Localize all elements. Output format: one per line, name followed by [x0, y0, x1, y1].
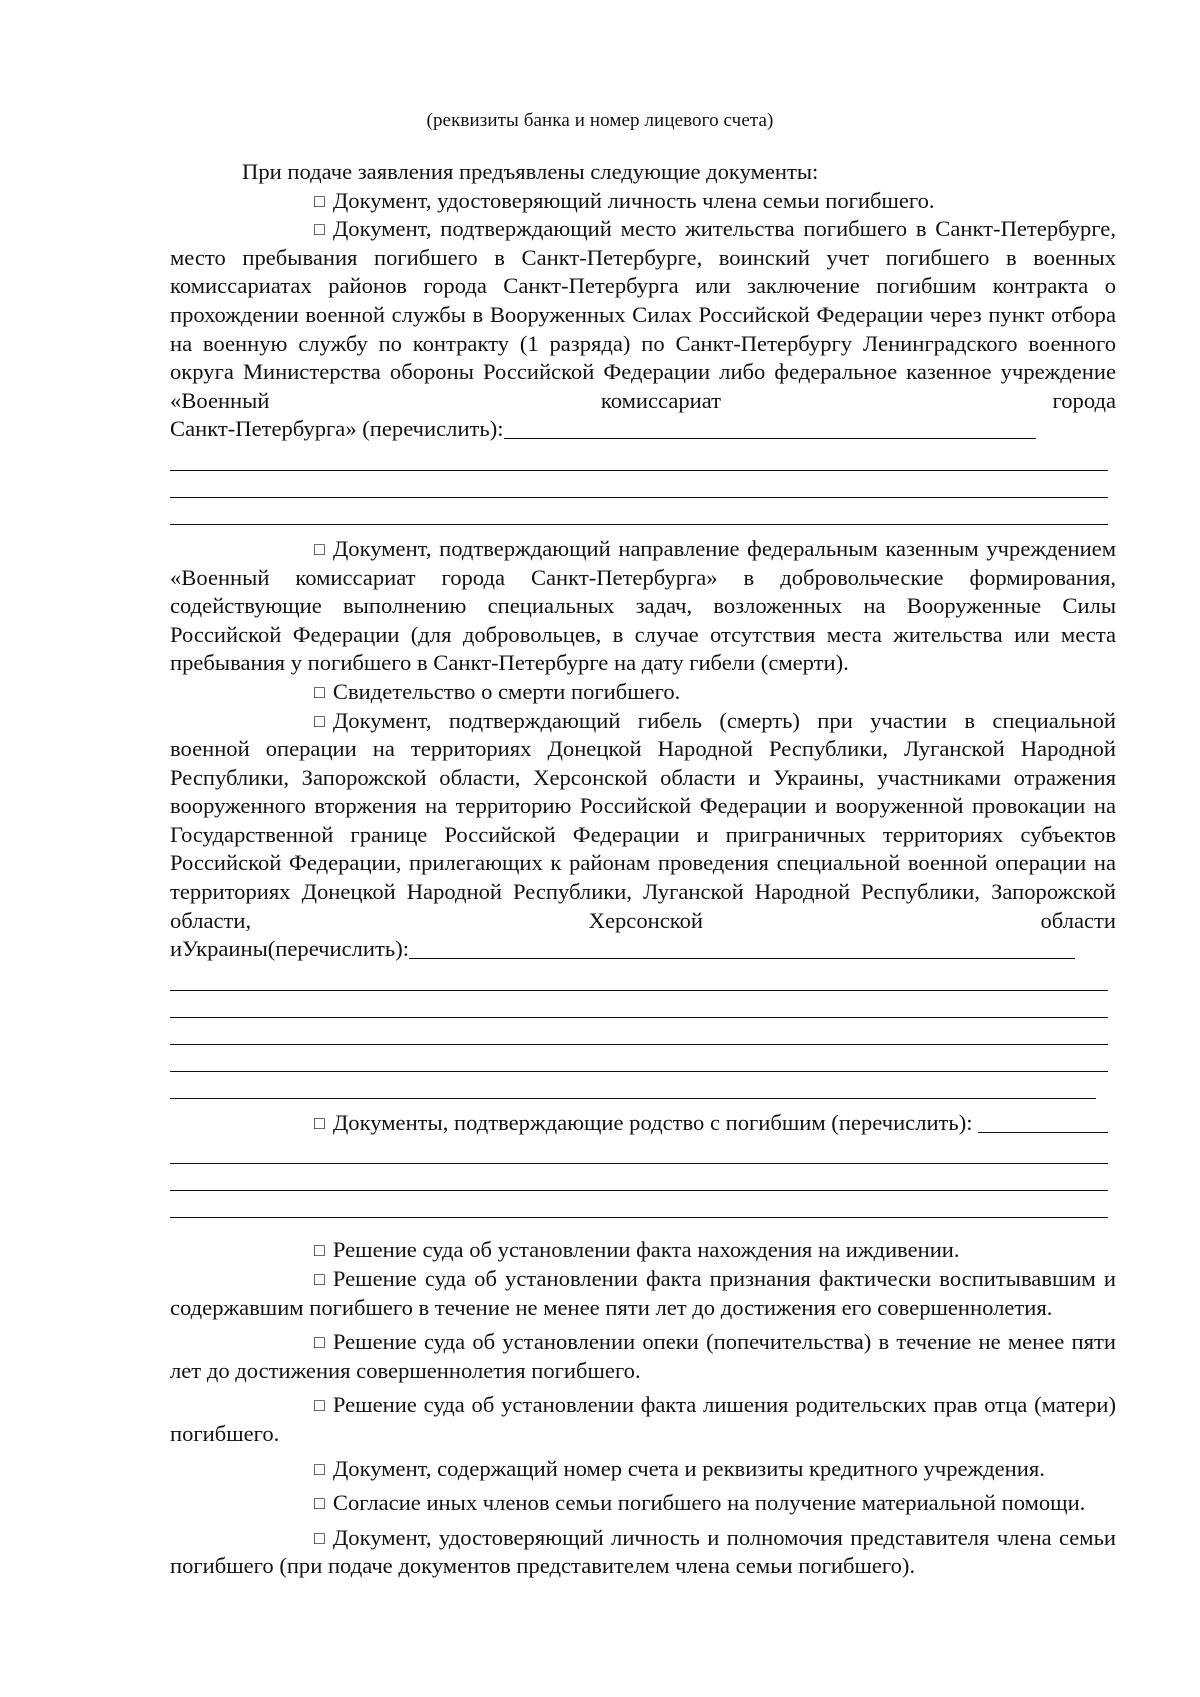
- item-volunteer-text: Документ, подтверждающий направление федеральным казенным учреждением «Военный комиссариат города Санкт-Петербурга» в добровольческие формирования, содействующие выполнению специальных задач, возложенных на Вооруженные Силы Российской Федерации (для добровольцев, в случае отсутствия места жительства или места пребывания у погибшего в Санкт-Петербурге на дату гибели (смерти).: [170, 535, 1116, 676]
- item-residence-tail-text: Санкт-Петербурга» (перечислить):: [170, 416, 504, 442]
- death-operation-blank-line-1[interactable]: [170, 964, 1108, 991]
- document-body: [170, 158, 1116, 1581]
- item-kinship-text: Документы, подтверждающие родство с погибшим (перечислить):: [332, 1109, 973, 1135]
- kinship-blank-line-1[interactable]: [170, 1137, 1108, 1164]
- residence-blank-line-2[interactable]: [170, 471, 1108, 498]
- intro-text: При подаче заявления предъявлены следующие документы:: [242, 159, 819, 184]
- item-identity-text: Документ, удостоверяющий личность члена семьи погибшего.: [332, 187, 935, 213]
- item-residence: [170, 215, 1116, 415]
- item-kinship: [170, 1109, 1116, 1138]
- item-bank-account: [170, 1455, 1116, 1484]
- item-volunteer: [170, 535, 1116, 678]
- residence-blank-line-3[interactable]: [170, 498, 1108, 525]
- checkbox-icon[interactable]: □: [314, 1527, 325, 1548]
- death-operation-blank-line-3[interactable]: [170, 1018, 1108, 1045]
- checkbox-icon[interactable]: □: [314, 219, 325, 240]
- item-court-upbringing-text: Решение суда об установлении факта признания фактически воспитывавшим и содержавшим погибшего в течение не менее пяти лет до достижения его совершеннолетия.: [170, 1266, 1116, 1320]
- death-operation-blank-line-4[interactable]: [170, 1045, 1108, 1072]
- item-court-upbringing: [170, 1265, 1116, 1322]
- checkbox-icon[interactable]: □: [314, 1240, 325, 1261]
- item-bank-account-text: Документ, содержащий номер счета и реквизиты кредитного учреждения.: [332, 1455, 1045, 1481]
- checkbox-icon[interactable]: □: [314, 681, 325, 702]
- item-representative: [170, 1524, 1116, 1581]
- kinship-fill-line[interactable]: [978, 1112, 1108, 1133]
- death-operation-blank-line-5[interactable]: [170, 1072, 1096, 1099]
- item-court-dependency-text: Решение суда об установлении факта нахождения на иждивении.: [332, 1237, 960, 1263]
- item-residence-tail: [170, 415, 1116, 444]
- death-operation-blank-line-2[interactable]: [170, 991, 1108, 1018]
- checkbox-icon[interactable]: □: [314, 1269, 325, 1290]
- checkbox-icon[interactable]: □: [314, 1395, 325, 1416]
- item-court-guardianship-text: Решение суда об установлении опеки (попечительства) в течение не менее пяти лет до достижения совершеннолетия погибшего.: [170, 1329, 1116, 1383]
- item-court-dependency: [170, 1236, 1116, 1265]
- checkbox-icon[interactable]: □: [314, 1458, 325, 1479]
- item-representative-text: Документ, удостоверяющий личность и полномочия представителя члена семьи погибшего (при подаче документов представителем члена семьи погибшего).: [170, 1524, 1116, 1579]
- item-death-operation-tail: [170, 935, 1116, 964]
- item-identity: [170, 187, 1116, 216]
- checkbox-icon[interactable]: □: [314, 190, 325, 211]
- item-death-operation: [170, 707, 1116, 936]
- item-death-certificate-text: Свидетельство о смерти погибшего.: [332, 678, 681, 704]
- item-death-certificate: [170, 678, 1116, 707]
- item-court-deprivation: [170, 1391, 1116, 1448]
- checkbox-icon[interactable]: □: [314, 1332, 325, 1353]
- bank-details-caption: (реквизиты банка и номер лицевого счета): [426, 110, 774, 131]
- checkbox-icon[interactable]: □: [314, 710, 325, 731]
- kinship-blank-line-3[interactable]: [170, 1191, 1108, 1218]
- item-court-guardianship: [170, 1328, 1116, 1385]
- residence-fill-line[interactable]: [504, 418, 1036, 439]
- checkbox-icon[interactable]: □: [314, 538, 325, 559]
- item-court-deprivation-text: Решение суда об установлении факта лишения родительских прав отца (матери) погибшего.: [170, 1392, 1116, 1446]
- death-operation-fill-line[interactable]: [409, 938, 1075, 959]
- item-death-operation-text: Документ, подтверждающий гибель (смерть) при участии в специальной военной операции на территориях Донецкой Народной Республики, Луганской Народной Республики, Запорожской области, Херсонской области и Украины, участниками отражения вооруженного вторжения на территорию Российской Федерации и вооруженной провокации на Государственной границе Российской Федерации и приграничных территориях субъектов Российской Федерации, прилегающих к районам проведения специальной военной операции на территориях Донецкой Народной Республики, Луганской Народной Республики, Запорожской области, Херсонской области: [170, 707, 1116, 933]
- residence-blank-line-1[interactable]: [170, 444, 1108, 471]
- checkbox-icon[interactable]: □: [314, 1112, 325, 1133]
- checkbox-icon[interactable]: □: [314, 1493, 325, 1514]
- item-consent-text: Согласие иных членов семьи погибшего на получение материальной помощи.: [332, 1490, 1086, 1516]
- item-residence-text: Документ, подтверждающий место жительства погибшего в Санкт-Петербурге, место пребывания погибшего в Санкт-Петербурге, воинский учет погибшего в военных комиссариатах районов города Санкт-Петербурга или заключение погибшим контракта о прохождении военной службы в Вооруженных Силах Российской Федерации через пункт отбора на военную службу по контракту (1 разряда) по Санкт-Петербургу Ленинградского военного округа Министерства обороны Российской Федерации либо федеральное казенное учреждение «Военный комиссариат города: [170, 216, 1116, 413]
- kinship-blank-line-2[interactable]: [170, 1164, 1108, 1191]
- item-death-operation-tail-text: иУкраины(перечислить):: [170, 936, 409, 962]
- intro-line: [170, 158, 1116, 187]
- item-consent: [170, 1489, 1116, 1518]
